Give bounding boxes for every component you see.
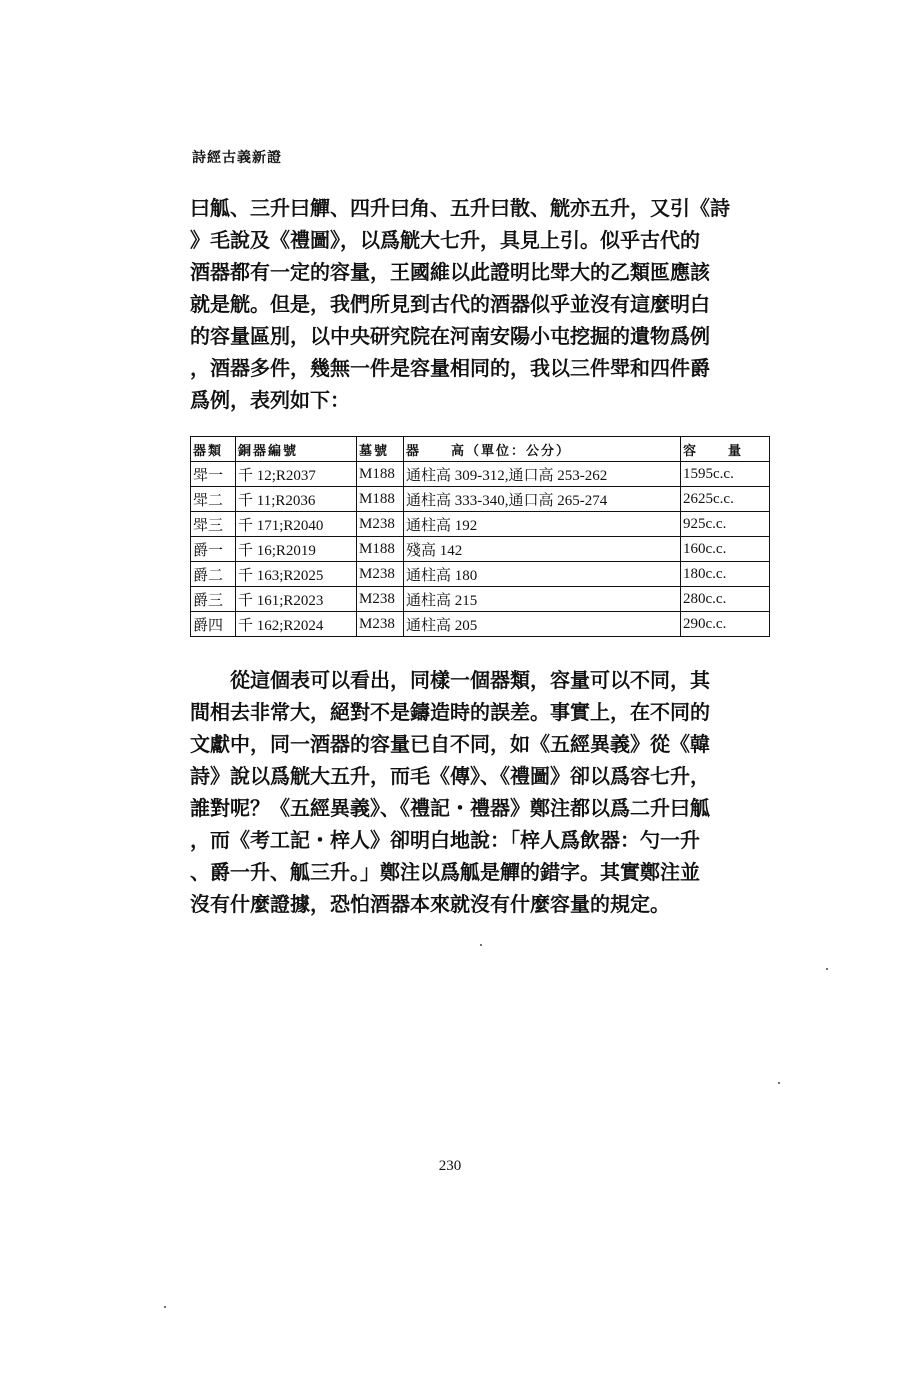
column-header-vessel-type: 器類 — [191, 437, 236, 462]
text-line: ，而《考工記・梓人》卻明白地說：「梓人爲飲器：勺一升 — [190, 828, 700, 852]
table-header-row — [191, 437, 770, 462]
cell-vessel-type: 斝二 — [191, 487, 236, 512]
cell-height: 通柱高 215 — [404, 587, 681, 612]
cell-bronze-number: 千 16;R2019 — [236, 537, 357, 562]
cell-vessel-type: 爵四 — [191, 612, 236, 637]
text-line: 爲例，表列如下： — [190, 388, 350, 412]
cell-capacity: 180c.c. — [681, 562, 770, 587]
paragraph-1 — [190, 192, 772, 416]
cell-capacity: 2625c.c. — [681, 487, 770, 512]
cell-bronze-number: 千 163;R2025 — [236, 562, 357, 587]
cell-height: 通柱高 309-312,通口高 253-262 — [404, 462, 681, 487]
cell-bronze-number: 千 11;R2036 — [236, 487, 357, 512]
cell-capacity: 280c.c. — [681, 587, 770, 612]
text-line: 沒有什麼證據，恐怕酒器本來就沒有什麼容量的規定。 — [190, 892, 670, 916]
cell-tomb-number: M238 — [357, 612, 404, 637]
cell-vessel-type: 斝一 — [191, 462, 236, 487]
cell-capacity: 290c.c. — [681, 612, 770, 637]
scan-speck — [164, 1306, 166, 1308]
cell-capacity: 925c.c. — [681, 512, 770, 537]
scan-speck — [826, 968, 828, 970]
page-number: 230 — [438, 1158, 462, 1174]
text-line: 》毛說及《禮圖》，以爲觥大七升，具見上引。似乎古代的 — [190, 228, 700, 252]
text-line: 、爵一升、觚三升。」鄭注以爲觚是觶的錯字。其實鄭注並 — [190, 860, 700, 884]
vessel-capacity-table — [190, 436, 770, 637]
text-line: 酒器都有一定的容量，王國維以此證明比斝大的乙類匜應該 — [190, 260, 710, 284]
text-line: 的容量區別，以中央研究院在河南安陽小屯挖掘的遺物爲例 — [190, 324, 710, 348]
cell-vessel-type: 斝三 — [191, 512, 236, 537]
cell-tomb-number: M238 — [357, 562, 404, 587]
column-header-capacity: 容 量 — [681, 437, 770, 462]
cell-vessel-type: 爵三 — [191, 587, 236, 612]
cell-vessel-type: 爵一 — [191, 537, 236, 562]
cell-tomb-number: M188 — [357, 537, 404, 562]
text-line: 曰觚、三升曰觶、四升曰角、五升曰散、觥亦五升，又引《詩 — [190, 196, 730, 220]
table-row — [191, 512, 770, 537]
cell-bronze-number: 千 162;R2024 — [236, 612, 357, 637]
running-header: 詩經古義新證 — [192, 150, 282, 166]
cell-height: 通柱高 333-340,通口高 265-274 — [404, 487, 681, 512]
column-header-height: 器 高（單位：公分） — [404, 437, 681, 462]
table-row — [191, 587, 770, 612]
cell-tomb-number: M188 — [357, 462, 404, 487]
scan-speck — [480, 944, 482, 946]
cell-height: 殘高 142 — [404, 537, 681, 562]
text-line: 就是觥。但是，我們所見到古代的酒器似乎並沒有這麼明白 — [190, 292, 710, 316]
text-line: 間相去非常大，絕對不是鑄造時的誤差。事實上，在不同的 — [190, 700, 710, 724]
text-line: 詩》說以爲觥大五升，而毛《傳》、《禮圖》卻以爲容七升， — [190, 764, 710, 788]
text-line: 從這個表可以看出，同樣一個器類，容量可以不同，其 — [190, 668, 710, 692]
text-line: 文獻中，同一酒器的容量已自不同，如《五經異義》從《韓 — [190, 732, 710, 756]
cell-capacity: 1595c.c. — [681, 462, 770, 487]
cell-bronze-number: 千 171;R2040 — [236, 512, 357, 537]
cell-bronze-number: 千 12;R2037 — [236, 462, 357, 487]
text-line: 誰對呢？《五經異義》、《禮記・禮器》鄭注都以爲二升曰觚 — [190, 796, 710, 820]
cell-tomb-number: M238 — [357, 587, 404, 612]
cell-capacity: 160c.c. — [681, 537, 770, 562]
table-row — [191, 487, 770, 512]
cell-tomb-number: M238 — [357, 512, 404, 537]
cell-height: 通柱高 192 — [404, 512, 681, 537]
table-row — [191, 537, 770, 562]
cell-height: 通柱高 180 — [404, 562, 681, 587]
table-row — [191, 462, 770, 487]
cell-height: 通柱高 205 — [404, 612, 681, 637]
column-header-tomb-number: 墓號 — [357, 437, 404, 462]
column-header-bronze-number: 銅器編號 — [236, 437, 357, 462]
table-row — [191, 612, 770, 637]
scan-speck — [778, 1082, 780, 1084]
table-row — [191, 562, 770, 587]
text-line: ，酒器多件，幾無一件是容量相同的，我以三件斝和四件爵 — [190, 356, 710, 380]
paragraph-2 — [190, 664, 772, 920]
cell-bronze-number: 千 161;R2023 — [236, 587, 357, 612]
cell-vessel-type: 爵二 — [191, 562, 236, 587]
cell-tomb-number: M188 — [357, 487, 404, 512]
